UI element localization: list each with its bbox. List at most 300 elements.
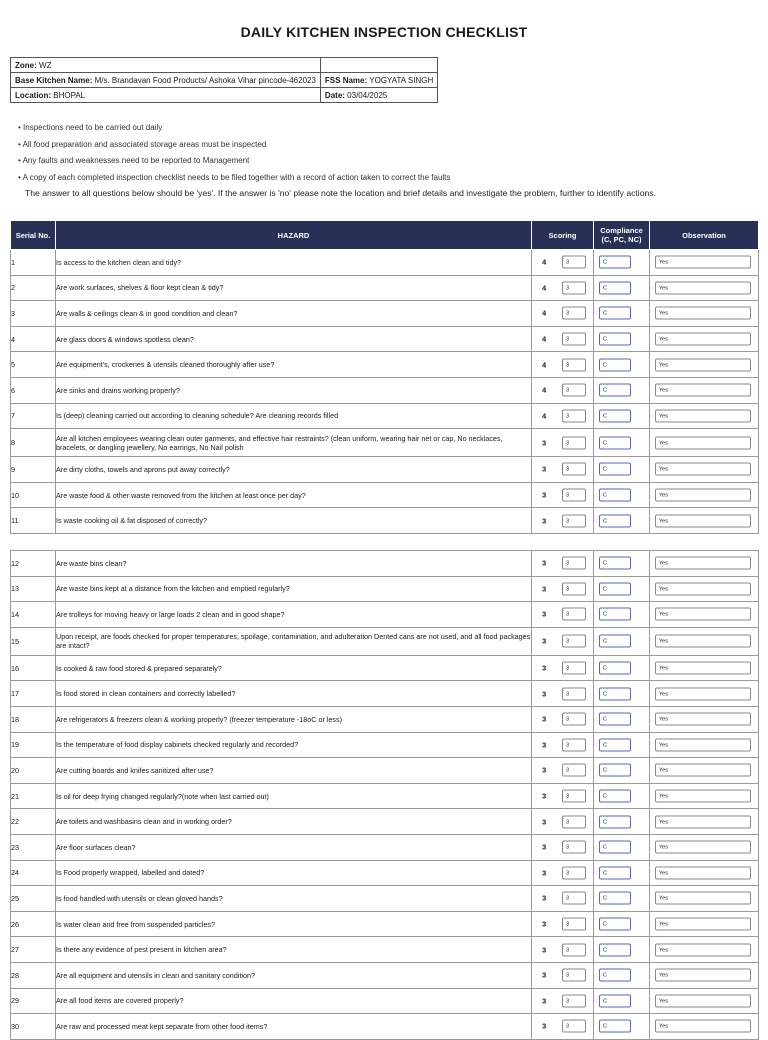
observation-input[interactable]: Yes	[655, 713, 751, 726]
compliance-cell	[594, 758, 650, 784]
hazard-cell: Are dirty cloths, towels and aprons put away correctly?	[56, 457, 532, 483]
compliance-input[interactable]: C	[599, 918, 631, 931]
score-input[interactable]: 3	[562, 764, 586, 777]
compliance-input[interactable]: C	[599, 256, 631, 269]
hazard-cell: Are refrigerators & freezers clean & working properly? (freezer temperature -18oC or less)	[56, 706, 532, 732]
weight-value: 3	[542, 1021, 547, 1031]
observation-input[interactable]: Yes	[655, 463, 751, 476]
observation-cell	[650, 275, 759, 301]
compliance-input[interactable]: C	[599, 790, 631, 803]
instruction-item: • A copy of each completed inspection checklist needs to be filed together with a record of action taken to correct the faults	[18, 172, 451, 182]
score-input[interactable]: 3	[562, 892, 586, 905]
compliance-input[interactable]: C	[599, 662, 631, 675]
observation-input[interactable]: Yes	[655, 514, 751, 527]
observation-input[interactable]: Yes	[655, 815, 751, 828]
weight-value: 3	[542, 791, 547, 801]
scoring-cell	[532, 706, 594, 732]
score-input[interactable]: 3	[562, 918, 586, 931]
serial-cell: 15	[11, 627, 56, 655]
hazard-cell: Is waste cooking oil & fat disposed of correctly?	[56, 508, 532, 534]
observation-cell	[650, 681, 759, 707]
checklist-table-part-2	[10, 550, 759, 1040]
compliance-input[interactable]: C	[599, 687, 631, 700]
observation-input[interactable]: Yes	[655, 790, 751, 803]
score-input[interactable]: 3	[562, 436, 586, 449]
observation-input[interactable]: Yes	[655, 1020, 751, 1033]
weight-value: 4	[542, 283, 547, 293]
table-row	[11, 326, 759, 352]
table-row	[11, 783, 759, 809]
scoring-cell	[532, 602, 594, 628]
compliance-input[interactable]: C	[599, 463, 631, 476]
compliance-input[interactable]: C	[599, 333, 631, 346]
serial-cell: 30	[11, 1014, 56, 1040]
hazard-cell: Are all equipment and utensils in clean and sanitary condition?	[56, 962, 532, 988]
compliance-cell	[594, 1014, 650, 1040]
serial-cell: 18	[11, 706, 56, 732]
table-row	[11, 576, 759, 602]
scoring-cell	[532, 352, 594, 378]
hazard-cell: Are trolleys for moving heavy or large loads 2 clean and in good shape?	[56, 602, 532, 628]
table-row	[11, 250, 759, 276]
hazard-cell: Is the temperature of food display cabinets checked regularly and recorded?	[56, 732, 532, 758]
instruction-item: • Inspections need to be carried out daily	[18, 123, 163, 132]
observation-cell	[650, 482, 759, 508]
serial-cell: 7	[11, 403, 56, 429]
compliance-cell	[594, 352, 650, 378]
weight-value: 3	[542, 970, 547, 980]
compliance-input[interactable]: C	[599, 841, 631, 854]
hazard-cell: Is food stored in clean containers and correctly labelled?	[56, 681, 532, 707]
observation-input[interactable]: Yes	[655, 256, 751, 269]
serial-cell: 14	[11, 602, 56, 628]
observation-cell	[650, 508, 759, 534]
serial-cell: 5	[11, 352, 56, 378]
weight-value: 4	[542, 411, 547, 421]
table-row	[11, 834, 759, 860]
hazard-cell: Are all kitchen employees wearing clean outer garments, and effective hair restraints? (clean uniform, wearing hair net or cap, No necklaces, bracelets, or dangling jewellery, No earrings, No Nail polish	[56, 429, 532, 457]
observation-cell	[650, 429, 759, 457]
score-input[interactable]: 3	[562, 582, 586, 595]
compliance-input[interactable]: C	[599, 307, 631, 320]
date-label: Date:	[324, 90, 345, 100]
compliance-input[interactable]: C	[599, 1020, 631, 1033]
scoring-cell	[532, 457, 594, 483]
hazard-header: HAZARD	[56, 221, 532, 250]
weight-value: 3	[542, 636, 547, 646]
observation-input[interactable]: Yes	[655, 866, 751, 879]
weight-value: 3	[542, 689, 547, 699]
observation-cell	[650, 732, 759, 758]
compliance-cell	[594, 732, 650, 758]
observation-input[interactable]: Yes	[655, 489, 751, 502]
kitchen-name-cell	[11, 73, 321, 88]
score-input[interactable]: 3	[562, 557, 586, 570]
observation-input[interactable]: Yes	[655, 841, 751, 854]
table-row	[11, 429, 759, 457]
score-input[interactable]: 3	[562, 841, 586, 854]
serial-cell: 16	[11, 655, 56, 681]
compliance-cell	[594, 457, 650, 483]
observation-cell	[650, 962, 759, 988]
compliance-cell	[594, 326, 650, 352]
compliance-input[interactable]: C	[599, 969, 631, 982]
scoring-cell	[532, 250, 594, 276]
scoring-cell	[532, 377, 594, 403]
score-input[interactable]: 3	[562, 608, 586, 621]
scoring-header: Scoring	[532, 221, 594, 250]
weight-value: 3	[542, 996, 547, 1006]
instruction-item: • Any faults and weaknesses need to be reported to Management	[18, 156, 250, 165]
score-input[interactable]: 3	[562, 384, 586, 397]
scoring-cell	[532, 275, 594, 301]
weight-value: 4	[542, 308, 547, 318]
observation-cell	[650, 602, 759, 628]
score-input[interactable]: 3	[562, 409, 586, 422]
compliance-cell	[594, 937, 650, 963]
weight-value: 3	[542, 438, 547, 448]
score-input[interactable]: 3	[562, 713, 586, 726]
zone-value: WZ	[39, 60, 52, 70]
scoring-cell	[532, 860, 594, 886]
observation-input[interactable]: Yes	[655, 969, 751, 982]
scoring-cell	[532, 301, 594, 327]
table-row	[11, 403, 759, 429]
table-row	[11, 988, 759, 1014]
page-title: DAILY KITCHEN INSPECTION CHECKLIST	[240, 24, 528, 40]
fss-name-value: YOGYATA SINGH	[369, 75, 434, 85]
hazard-cell: Is Food properly wrapped, labelled and dated?	[56, 860, 532, 886]
hazard-cell: Are equipment's, crockeries & utensils cleaned thoroughly after use?	[56, 352, 532, 378]
observation-input[interactable]: Yes	[655, 384, 751, 397]
serial-cell: 21	[11, 783, 56, 809]
compliance-cell	[594, 962, 650, 988]
scoring-cell	[532, 732, 594, 758]
table-row	[11, 551, 759, 577]
hazard-cell: Are walls & ceilings clean & in good condition and clean?	[56, 301, 532, 327]
compliance-input[interactable]: C	[599, 384, 631, 397]
table-row	[11, 352, 759, 378]
serial-cell: 8	[11, 429, 56, 457]
observation-input[interactable]: Yes	[655, 557, 751, 570]
scoring-cell	[532, 429, 594, 457]
location-label: Location:	[15, 90, 51, 100]
weight-value: 3	[542, 868, 547, 878]
observation-input[interactable]: Yes	[655, 662, 751, 675]
observation-cell	[650, 1014, 759, 1040]
observation-cell	[650, 860, 759, 886]
table-row	[11, 809, 759, 835]
scoring-cell	[532, 681, 594, 707]
weight-value: 4	[542, 360, 547, 370]
observation-input[interactable]: Yes	[655, 943, 751, 956]
score-input[interactable]: 3	[562, 256, 586, 269]
hazard-cell: Are cutting boards and knifes sanitized after use?	[56, 758, 532, 784]
compliance-input[interactable]: C	[599, 557, 631, 570]
serial-cell: 20	[11, 758, 56, 784]
observation-cell	[650, 403, 759, 429]
scoring-cell	[532, 834, 594, 860]
serial-cell: 6	[11, 377, 56, 403]
weight-value: 3	[542, 714, 547, 724]
table-row	[11, 482, 759, 508]
compliance-cell	[594, 403, 650, 429]
observation-cell	[650, 627, 759, 655]
scoring-cell	[532, 911, 594, 937]
compliance-cell	[594, 551, 650, 577]
compliance-header: Compliance (C, PC, NC)	[594, 221, 650, 250]
instruction-note: The answer to all questions below should be 'yes'. If the answer is 'no' please note the location and brief details and investigate the problem, further to identify actions.	[25, 188, 656, 198]
weight-value: 3	[542, 893, 547, 903]
scoring-cell	[532, 655, 594, 681]
observation-input[interactable]: Yes	[655, 608, 751, 621]
observation-cell	[650, 352, 759, 378]
table-row	[11, 706, 759, 732]
hazard-cell: Are waste bins kept at a distance from the kitchen and emptied regularly?	[56, 576, 532, 602]
date-cell	[320, 88, 437, 103]
hazard-cell: Is there any evidence of pest present in kitchen area?	[56, 937, 532, 963]
empty-cell	[320, 58, 437, 73]
score-input[interactable]: 3	[562, 307, 586, 320]
table-row	[11, 508, 759, 534]
compliance-input[interactable]: C	[599, 994, 631, 1007]
scoring-cell	[532, 783, 594, 809]
compliance-input[interactable]: C	[599, 713, 631, 726]
compliance-input[interactable]: C	[599, 892, 631, 905]
score-input[interactable]: 3	[562, 333, 586, 346]
observation-input[interactable]: Yes	[655, 738, 751, 751]
table-row	[11, 962, 759, 988]
serial-cell: 29	[11, 988, 56, 1014]
observation-input[interactable]: Yes	[655, 687, 751, 700]
observation-input[interactable]: Yes	[655, 764, 751, 777]
observation-input[interactable]: Yes	[655, 281, 751, 294]
compliance-input[interactable]: C	[599, 635, 631, 648]
observation-cell	[650, 655, 759, 681]
weight-value: 3	[542, 516, 547, 526]
score-input[interactable]: 3	[562, 687, 586, 700]
scoring-cell	[532, 482, 594, 508]
observation-input[interactable]: Yes	[655, 635, 751, 648]
observation-input[interactable]: Yes	[655, 358, 751, 371]
compliance-cell	[594, 706, 650, 732]
compliance-cell	[594, 301, 650, 327]
observation-cell	[650, 783, 759, 809]
compliance-input[interactable]: C	[599, 489, 631, 502]
score-input[interactable]: 3	[562, 815, 586, 828]
table-row	[11, 627, 759, 655]
hazard-cell: Are waste food & other waste removed from the kitchen at least once per day?	[56, 482, 532, 508]
observation-cell	[650, 758, 759, 784]
observation-cell	[650, 911, 759, 937]
compliance-cell	[594, 655, 650, 681]
compliance-input[interactable]: C	[599, 943, 631, 956]
hazard-cell: Is oil for deep frying changed regularly?(note when last carried out)	[56, 783, 532, 809]
compliance-cell	[594, 602, 650, 628]
scoring-cell	[532, 627, 594, 655]
table-row	[11, 377, 759, 403]
serial-cell: 3	[11, 301, 56, 327]
table-row	[11, 886, 759, 912]
observation-cell	[650, 937, 759, 963]
weight-value: 3	[542, 464, 547, 474]
observation-cell	[650, 834, 759, 860]
inspection-info-table	[10, 57, 438, 103]
observation-cell	[650, 809, 759, 835]
compliance-input[interactable]: C	[599, 582, 631, 595]
score-input[interactable]: 3	[562, 969, 586, 982]
score-input[interactable]: 3	[562, 635, 586, 648]
weight-value: 4	[542, 334, 547, 344]
serial-cell: 27	[11, 937, 56, 963]
scoring-cell	[532, 1014, 594, 1040]
score-input[interactable]: 3	[562, 514, 586, 527]
scoring-cell	[532, 551, 594, 577]
compliance-input[interactable]: C	[599, 764, 631, 777]
table-row	[11, 911, 759, 937]
compliance-input[interactable]: C	[599, 436, 631, 449]
kitchen-name-label: Base Kitchen Name:	[15, 75, 93, 85]
table-row	[11, 860, 759, 886]
observation-cell	[650, 457, 759, 483]
score-input[interactable]: 3	[562, 790, 586, 803]
observation-input[interactable]: Yes	[655, 582, 751, 595]
weight-value: 3	[542, 609, 547, 619]
serial-cell: 4	[11, 326, 56, 352]
observation-cell	[650, 301, 759, 327]
serial-cell: 22	[11, 809, 56, 835]
hazard-cell: Are raw and processed meat kept separate from other food items?	[56, 1014, 532, 1040]
serial-cell: 28	[11, 962, 56, 988]
compliance-cell	[594, 275, 650, 301]
table-row	[11, 937, 759, 963]
serial-cell: 2	[11, 275, 56, 301]
instructions-list	[18, 122, 450, 188]
table-row	[11, 457, 759, 483]
compliance-input[interactable]: C	[599, 738, 631, 751]
table-row	[11, 655, 759, 681]
compliance-cell	[594, 576, 650, 602]
observation-input[interactable]: Yes	[655, 307, 751, 320]
scoring-cell	[532, 326, 594, 352]
observation-cell	[650, 706, 759, 732]
hazard-cell: Upon receipt, are foods checked for proper temperatures, spoilage, contamination, and adulteration Dented cans are not used, and all food packages are intact?	[56, 627, 532, 655]
compliance-input[interactable]: C	[599, 514, 631, 527]
weight-value: 3	[542, 740, 547, 750]
compliance-cell	[594, 681, 650, 707]
weight-value: 3	[542, 919, 547, 929]
hazard-cell: Is food handled with utensils or clean gloved hands?	[56, 886, 532, 912]
scoring-cell	[532, 988, 594, 1014]
observation-cell	[650, 551, 759, 577]
observation-input[interactable]: Yes	[655, 918, 751, 931]
score-input[interactable]: 3	[562, 281, 586, 294]
hazard-cell: Are work surfaces, shelves & floor kept clean & tidy?	[56, 275, 532, 301]
hazard-cell: Are floor surfaces clean?	[56, 834, 532, 860]
date-value: 03/04/2025	[347, 90, 388, 100]
score-input[interactable]: 3	[562, 489, 586, 502]
score-input[interactable]: 3	[562, 738, 586, 751]
observation-input[interactable]: Yes	[655, 994, 751, 1007]
hazard-cell: Is cooked & raw food stored & prepared separately?	[56, 655, 532, 681]
serial-cell: 11	[11, 508, 56, 534]
compliance-input[interactable]: C	[599, 815, 631, 828]
table-row	[11, 275, 759, 301]
weight-value: 4	[542, 385, 547, 395]
table-row	[11, 758, 759, 784]
compliance-cell	[594, 783, 650, 809]
table-header-row	[11, 221, 759, 250]
compliance-input[interactable]: C	[599, 866, 631, 879]
observation-input[interactable]: Yes	[655, 409, 751, 422]
score-input[interactable]: 3	[562, 1020, 586, 1033]
hazard-cell: Are sinks and drains working properly?	[56, 377, 532, 403]
weight-value: 3	[542, 765, 547, 775]
score-input[interactable]: 3	[562, 662, 586, 675]
observation-cell	[650, 250, 759, 276]
weight-value: 4	[542, 257, 547, 267]
table-row	[11, 1014, 759, 1040]
serial-header: Serial No.	[11, 221, 56, 250]
score-input[interactable]: 3	[562, 943, 586, 956]
compliance-cell	[594, 508, 650, 534]
scoring-cell	[532, 962, 594, 988]
observation-cell	[650, 988, 759, 1014]
hazard-cell: Is access to the kitchen clean and tidy?	[56, 250, 532, 276]
table-row	[11, 732, 759, 758]
compliance-input[interactable]: C	[599, 409, 631, 422]
observation-input[interactable]: Yes	[655, 892, 751, 905]
compliance-cell	[594, 429, 650, 457]
hazard-cell: Is water clean and free from suspended particles?	[56, 911, 532, 937]
score-input[interactable]: 3	[562, 358, 586, 371]
scoring-cell	[532, 937, 594, 963]
observation-cell	[650, 886, 759, 912]
compliance-input[interactable]: C	[599, 358, 631, 371]
scoring-cell	[532, 576, 594, 602]
weight-value: 3	[542, 490, 547, 500]
hazard-cell: Are all food items are covered properly?	[56, 988, 532, 1014]
compliance-cell	[594, 860, 650, 886]
kitchen-name-value: M/s. Brandavan Food Products/ Ashoka Vihar pincode-462023	[94, 75, 316, 85]
scoring-cell	[532, 886, 594, 912]
serial-cell: 17	[11, 681, 56, 707]
instruction-item: • All food preparation and associated storage areas must be inspected	[18, 139, 267, 149]
zone-cell	[11, 58, 321, 73]
observation-cell	[650, 377, 759, 403]
score-input[interactable]: 3	[562, 866, 586, 879]
serial-cell: 23	[11, 834, 56, 860]
compliance-cell	[594, 627, 650, 655]
observation-input[interactable]: Yes	[655, 333, 751, 346]
table-row	[11, 301, 759, 327]
fss-name-label: FSS Name:	[324, 75, 368, 85]
scoring-cell	[532, 403, 594, 429]
serial-cell: 19	[11, 732, 56, 758]
compliance-input[interactable]: C	[599, 281, 631, 294]
zone-label: Zone:	[15, 60, 37, 70]
compliance-cell	[594, 809, 650, 835]
weight-value: 3	[542, 584, 547, 594]
weight-value: 3	[542, 945, 547, 955]
compliance-cell	[594, 377, 650, 403]
score-input[interactable]: 3	[562, 463, 586, 476]
observation-input[interactable]: Yes	[655, 436, 751, 449]
serial-cell: 9	[11, 457, 56, 483]
score-input[interactable]: 3	[562, 994, 586, 1007]
compliance-input[interactable]: C	[599, 608, 631, 621]
fss-name-cell	[320, 73, 437, 88]
